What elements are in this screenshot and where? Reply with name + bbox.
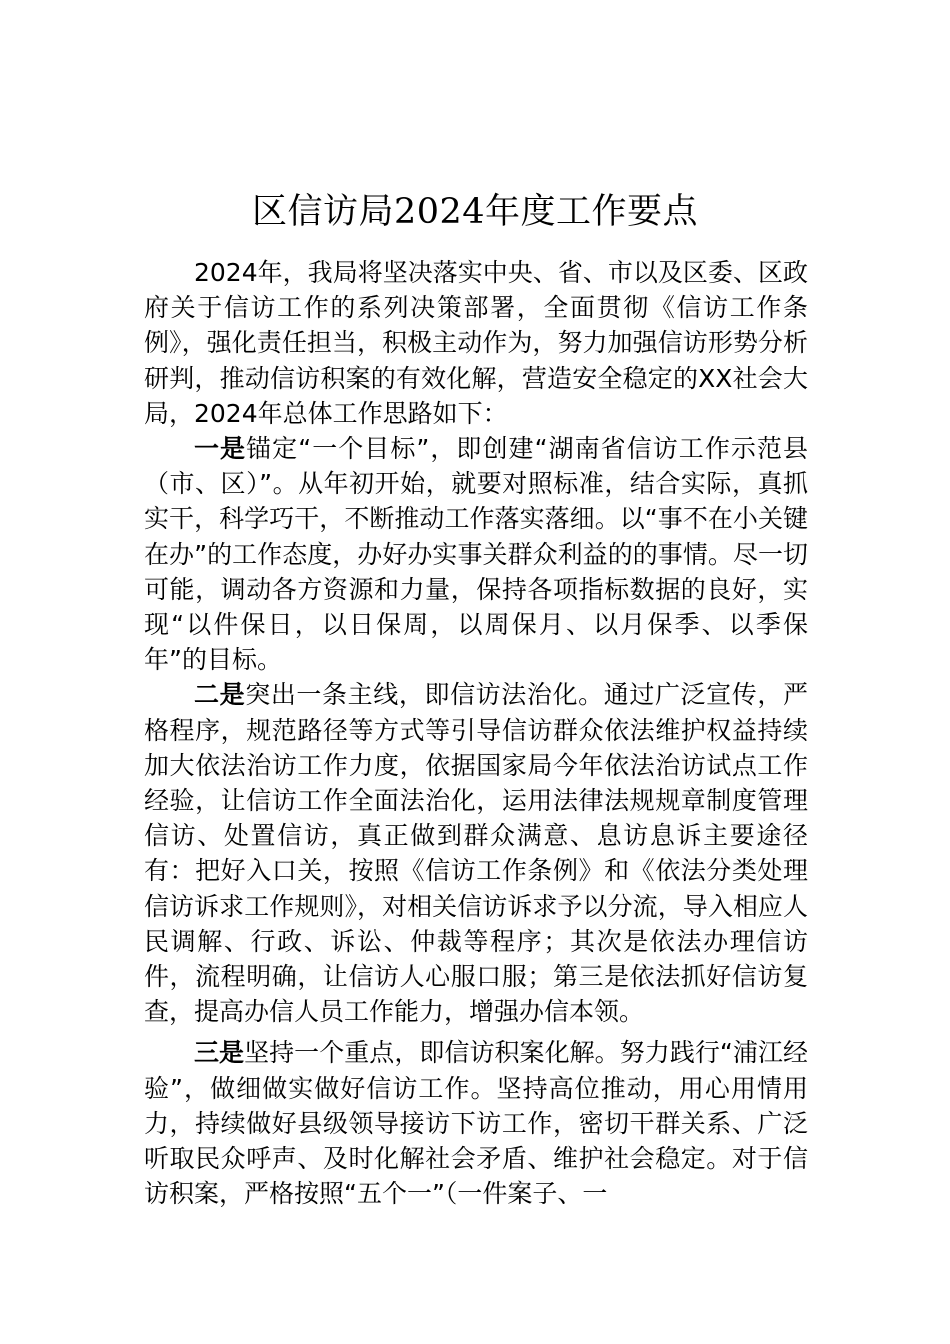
section-text-2: 突出一条主线，即信访法治化。通过广泛宣传，严格程序，规范路径等方式等引导信访群众依法维护权益持续加大依法治访工作力度，依据国家局今年依法治访试点工作经验，让信访工作全面法治化，运用法律法规规章制度管理信访、处置信访，真正做到群众满意、息访息诉主要途径有：把好入口关，按照《信访工作条例》和《依法分类处理信访诉求工作规则》，对相关信访诉求予以分流，导入相应人民调解、行政、诉讼、仲裁等程序；其次是依法办理信访件，流程明确，让信访人心服口服；第三是依法抓好信访复查，提高办信人员工作能力，增强办信本领。: [144, 680, 808, 1027]
section-text-3: 坚持一个重点，即信访积案化解。努力践行“浦江经验”，做细做实做好信访工作。坚持高位推动，用心用情用力，持续做好县级领导接访下访工作，密切干群关系、广泛听取民众呼声、及时化解社会矛盾、维护社会稳定。对于信访积案，严格按照“五个一”（一件案子、一: [144, 1038, 808, 1209]
section-text-1: 锚定“一个目标”，即创建“湖南省信访工作示范县（市、区）”。从年初开始，就要对照标准，结合实际，真抓实干，科学巧干，不断推动工作落实落细。以“事不在小关键在办”的工作态度，办好办实事关群众利益的的事情。尽一切可能，调动各方资源和力量，保持各项指标数据的良好，实现“以件保日，以日保周，以周保月、以月保季、以季保年”的目标。: [144, 434, 808, 675]
section-paragraph-2: [144, 677, 808, 1029]
section-lead-1: 一是: [194, 434, 247, 464]
intro-paragraph: 2024年，我局将坚决落实中央、省、市以及区委、区政府关于信访工作的系列决策部署，全面贯彻《信访工作条例》，强化责任担当，积极主动作为，努力加强信访形势分析研判，推动信访积案的有效化解，营造安全稳定的XX社会大局，2024年总体工作思路如下：: [144, 258, 808, 428]
section-lead-2: 二是: [194, 680, 246, 710]
document-title: 区信访局2024年度工作要点: [251, 192, 699, 233]
section-paragraph-1: [144, 431, 808, 677]
section-paragraph-3: [144, 1035, 808, 1211]
document-body: [144, 255, 808, 1211]
section-lead-3: 三是: [194, 1038, 245, 1068]
